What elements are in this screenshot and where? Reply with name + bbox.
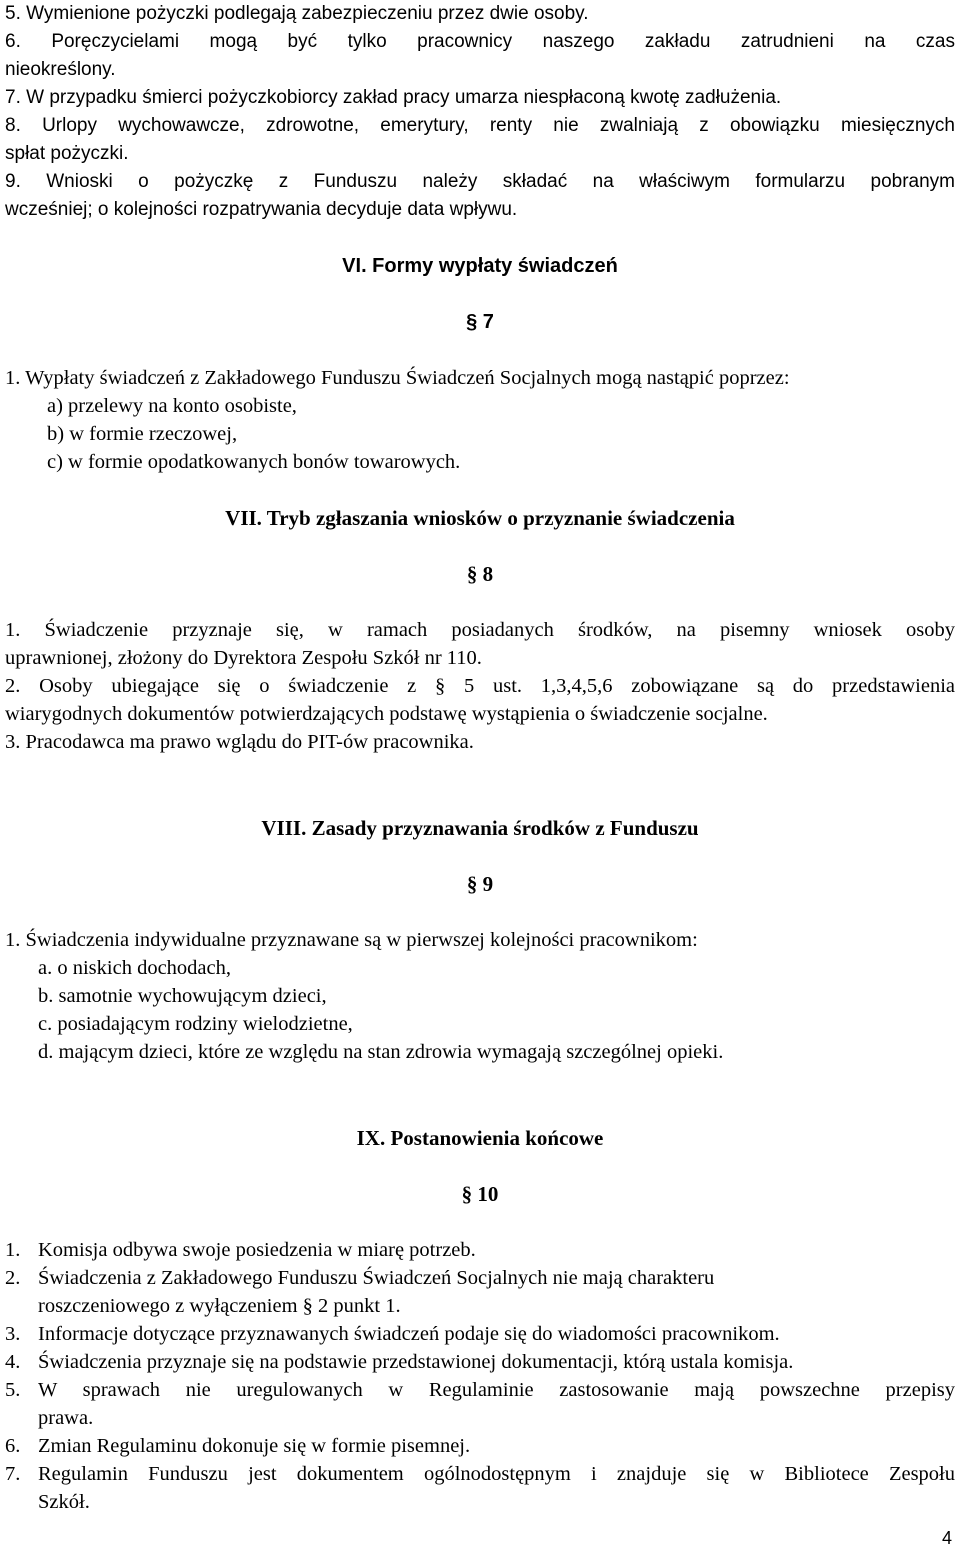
- list-item-a: a. o niskich dochodach,: [38, 957, 231, 979]
- list-item-number: 4.: [5, 1351, 21, 1373]
- section-heading-vii: VII. Tryb zgłaszania wniosków o przyznanie świadczenia: [225, 506, 735, 530]
- list-item-b: b) w formie rzeczowej,: [47, 423, 238, 445]
- list-item-c: c) w formie opodatkowanych bonów towarowych.: [47, 451, 461, 473]
- paragraph-mark-10: § 10: [461, 1182, 499, 1206]
- list-item-c: c. posiadającym rodziny wielodzietne,: [38, 1013, 353, 1035]
- list-item-8-cont: spłat pożyczki.: [5, 143, 129, 164]
- list-item-1: Komisja odbywa swoje posiedzenia w miarę potrzeb.: [38, 1239, 476, 1261]
- list-item-a: a) przelewy na konto osobiste,: [47, 395, 297, 417]
- paragraph-mark-8: § 8: [466, 562, 494, 586]
- list-item-8: 8. Urlopy wychowawcze, zdrowotne, emerytury, renty nie zwalniają z obowiązku miesięcznych: [5, 115, 955, 136]
- list-item-1-cont: uprawnionej, złożony do Dyrektora Zespołu Szkół nr 110.: [5, 647, 482, 669]
- list-item-7-cont: Szkół.: [38, 1491, 90, 1513]
- list-item-6-cont: nieokreślony.: [5, 59, 116, 80]
- list-item-9: 9. Wnioski o pożyczkę z Funduszu należy składać na właściwym formularzu pobranym: [5, 171, 955, 192]
- list-item-5: W sprawach nie uregulowanych w Regulaminie zastosowanie mają powszechne przepisy: [38, 1379, 955, 1401]
- section-heading-vi: VI. Formy wypłaty świadczeń: [342, 255, 618, 277]
- list-item-7: 7. W przypadku śmierci pożyczkobiorcy zakład pracy umarza niespłaconą kwotę zadłużenia.: [5, 87, 782, 108]
- list-item-number: 5.: [5, 1379, 21, 1401]
- list-item-6: Zmian Regulaminu dokonuje się w formie pisemnej.: [38, 1435, 471, 1457]
- list-item-3: 3. Pracodawca ma prawo wglądu do PIT-ów pracownika.: [5, 731, 474, 753]
- list-item-9-cont: wcześniej; o kolejności rozpatrywania decyduje data wpływu.: [5, 199, 518, 220]
- list-item-number: 1.: [5, 1239, 21, 1261]
- list-item-1: 1. Wypłaty świadczeń z Zakładowego Funduszu Świadczeń Socjalnych mogą nastąpić poprzez:: [5, 367, 790, 389]
- list-item-1: 1. Świadczenia indywidualne przyznawane są w pierwszej kolejności pracownikom:: [5, 929, 698, 951]
- list-item-2-cont: roszczeniowego z wyłączeniem § 2 punkt 1.: [38, 1295, 401, 1317]
- list-item-number: 2.: [5, 1267, 21, 1289]
- list-item-7: Regulamin Funduszu jest dokumentem ogólnodostępnym i znajduje się w Bibliotece Zespołu: [38, 1463, 955, 1485]
- list-item-number: 6.: [5, 1435, 21, 1457]
- list-item-number: 3.: [5, 1323, 21, 1345]
- section-heading-viii: VIII. Zasady przyznawania środków z Funduszu: [261, 816, 699, 840]
- page-number: 4: [941, 1528, 952, 1548]
- list-item-b: b. samotnie wychowującym dzieci,: [38, 985, 327, 1007]
- list-item-3: Informacje dotyczące przyznawanych świadczeń podaje się do wiadomości pracownikom.: [38, 1323, 780, 1345]
- list-item-2-cont: wiarygodnych dokumentów potwierdzających podstawę wystąpienia o świadczenie socjalne.: [5, 703, 768, 725]
- section-heading-ix: IX. Postanowienia końcowe: [356, 1126, 604, 1150]
- list-item-5-cont: prawa.: [38, 1407, 94, 1429]
- paragraph-mark-9: § 9: [466, 872, 494, 896]
- paragraph-mark-7: § 7: [466, 311, 494, 333]
- list-item-number: 7.: [5, 1463, 21, 1485]
- list-item-4: Świadczenia przyznaje się na podstawie przedstawionej dokumentacji, którą ustala komisja.: [38, 1351, 794, 1373]
- list-item-5: 5. Wymienione pożyczki podlegają zabezpieczeniu przez dwie osoby.: [5, 3, 589, 24]
- list-item-6: 6. Poręczycielami mogą być tylko pracownicy naszego zakładu zatrudnieni na czas: [5, 31, 955, 52]
- list-item-d: d. mającym dzieci, które ze względu na stan zdrowia wymagają szczególnej opieki.: [38, 1041, 724, 1063]
- list-item-2: 2. Osoby ubiegające się o świadczenie z § 5 ust. 1,3,4,5,6 zobowiązane są do przedstawienia: [5, 675, 955, 697]
- list-item-2: Świadczenia z Zakładowego Funduszu Świadczeń Socjalnych nie mają charakteru: [38, 1267, 715, 1289]
- list-item-1: 1. Świadczenie przyznaje się, w ramach posiadanych środków, na pisemny wniosek osoby: [5, 619, 955, 641]
